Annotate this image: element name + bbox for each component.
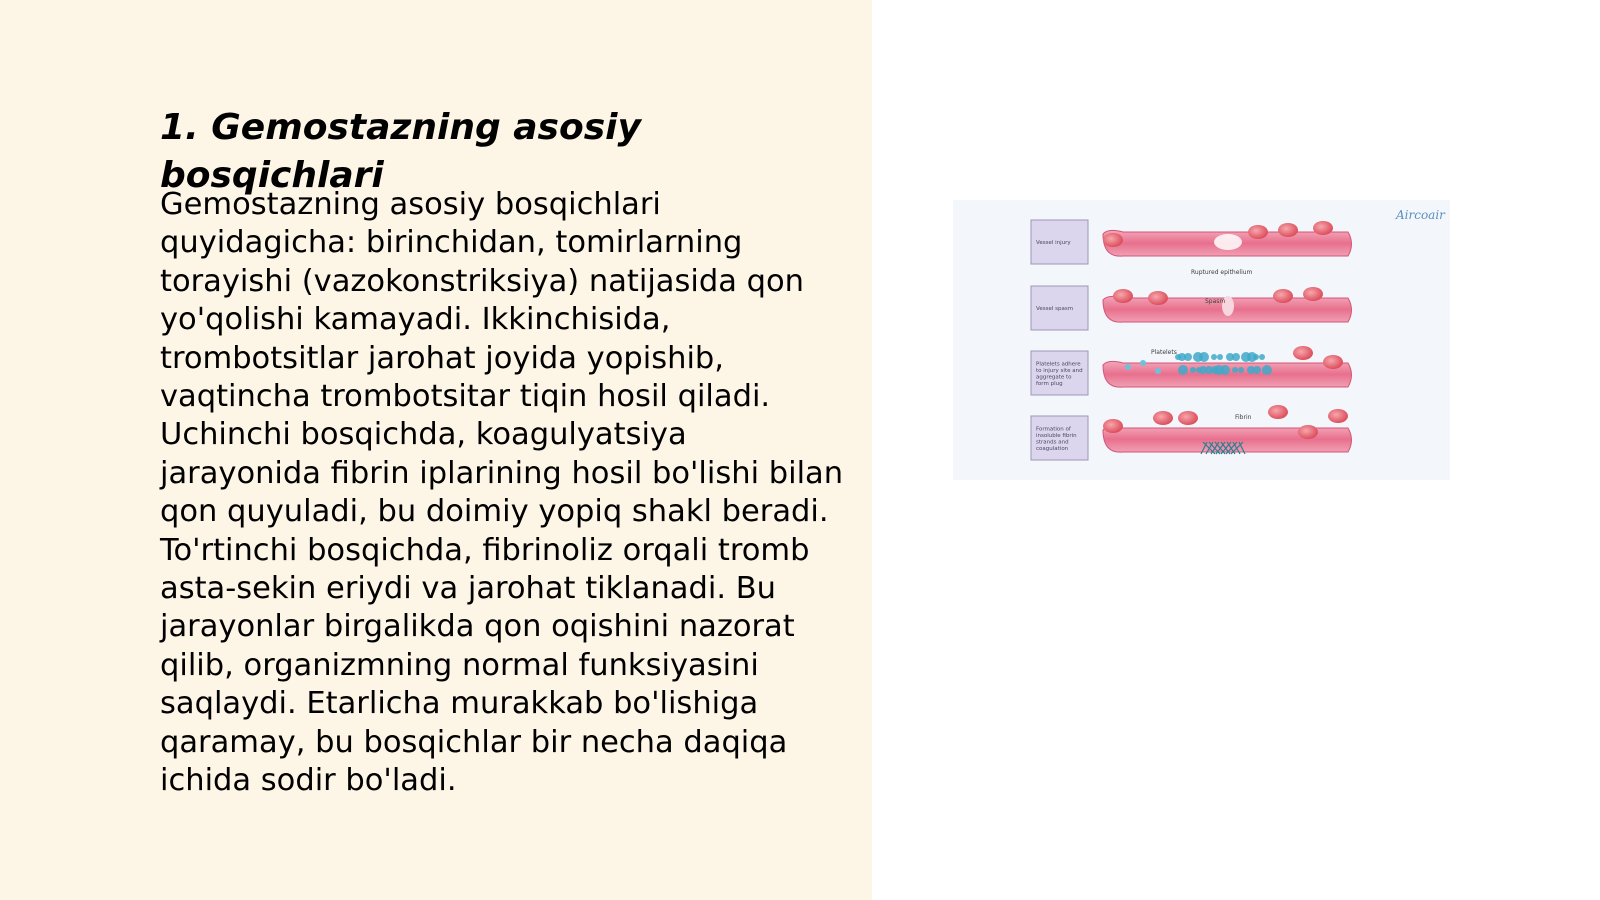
vessel-rupture: [1214, 234, 1242, 250]
red-blood-cell: [1278, 223, 1298, 237]
diagram-step-2: [1031, 286, 1352, 330]
platelet: [1253, 354, 1259, 360]
step-caption: Platelets: [1151, 349, 1177, 356]
step-label-text: Formation of: [1036, 426, 1071, 433]
red-blood-cell: [1113, 289, 1133, 303]
step-caption: Ruptured epithelium: [1191, 269, 1253, 276]
hemostasis-diagram: [953, 200, 1450, 480]
step-label-text: insoluble fibrin: [1036, 432, 1077, 439]
slide-title: 1. Gemostazning asosiy bosqichlari: [160, 107, 641, 196]
platelet: [1211, 354, 1217, 360]
diagram-step-3: [1031, 346, 1352, 395]
step-caption: Spasm: [1205, 298, 1226, 305]
step-label-text: coagulation: [1036, 445, 1069, 452]
step-label-text: Vessel injury: [1036, 240, 1071, 246]
platelet: [1238, 367, 1244, 373]
platelet: [1199, 366, 1207, 374]
red-blood-cell: [1323, 355, 1343, 369]
step-label-text: form plug: [1036, 380, 1063, 387]
red-blood-cell: [1103, 233, 1123, 247]
red-blood-cell: [1103, 419, 1123, 433]
platelet: [1155, 368, 1161, 374]
platelet: [1140, 360, 1146, 366]
red-blood-cell: [1328, 409, 1348, 423]
platelet: [1247, 366, 1255, 374]
platelet: [1217, 354, 1223, 360]
platelet: [1125, 364, 1131, 370]
platelet: [1193, 352, 1203, 362]
red-blood-cell: [1293, 346, 1313, 360]
step-label-text: Platelets adhere: [1036, 361, 1081, 368]
red-blood-cell: [1153, 411, 1173, 425]
step-label-text: Vessel spasm: [1036, 306, 1074, 312]
step-label-text: aggregate to: [1036, 374, 1072, 381]
platelet: [1178, 365, 1188, 375]
platelet: [1178, 353, 1186, 361]
red-blood-cell: [1148, 291, 1168, 305]
step-label-text: strands and: [1036, 439, 1069, 446]
red-blood-cell: [1273, 289, 1293, 303]
platelet: [1214, 365, 1224, 375]
platelet: [1190, 367, 1196, 373]
hemostasis-diagram-svg: [953, 200, 1450, 480]
diagram-step-4: [1031, 405, 1352, 460]
red-blood-cell: [1178, 411, 1198, 425]
slide-body-text: Gemostazning asosiy bosqichlari quyidagicha: birinchidan, tomirlarning torayishi (vazokonstriksiya) natijasida qon yo'qolishi kamayadi. Ikkinchisida, trombotsitlar jarohat joyida yopishib, vaqtincha trombotsitar tiqin hosil qiladi. Uchinchi bosqichda, koagulyatsiya jarayonida fibrin iplarining hosil bo'lishi bilan qon quyuladi, bu doimiy yopiq shakl beradi. To'rtinchi bosqichda, fibrinoliz orqali tromb asta-sekin eriydi va jarohat tiklanadi. Bu jarayonlar birgalikda qon oqishini nazorat qilib, organizmning normal funksiyasini saqlaydi. Etarlicha murakkab bo'lishiga qaramay, bu bosqichlar bir necha daqiqa ichida sodir bo'ladi.: [160, 187, 844, 799]
red-blood-cell: [1298, 425, 1318, 439]
red-blood-cell: [1268, 405, 1288, 419]
platelet: [1241, 352, 1251, 362]
platelet: [1262, 365, 1272, 375]
red-blood-cell: [1248, 225, 1268, 239]
platelet: [1259, 354, 1265, 360]
red-blood-cell: [1313, 221, 1333, 235]
step-label-text: to injury site and: [1036, 367, 1083, 374]
platelet: [1226, 353, 1234, 361]
signature-text: Aircoair: [1396, 208, 1445, 222]
platelet: [1232, 367, 1238, 373]
diagram-step-1: [1031, 220, 1352, 276]
red-blood-cell: [1303, 287, 1323, 301]
step-caption: Fibrin: [1235, 414, 1252, 421]
